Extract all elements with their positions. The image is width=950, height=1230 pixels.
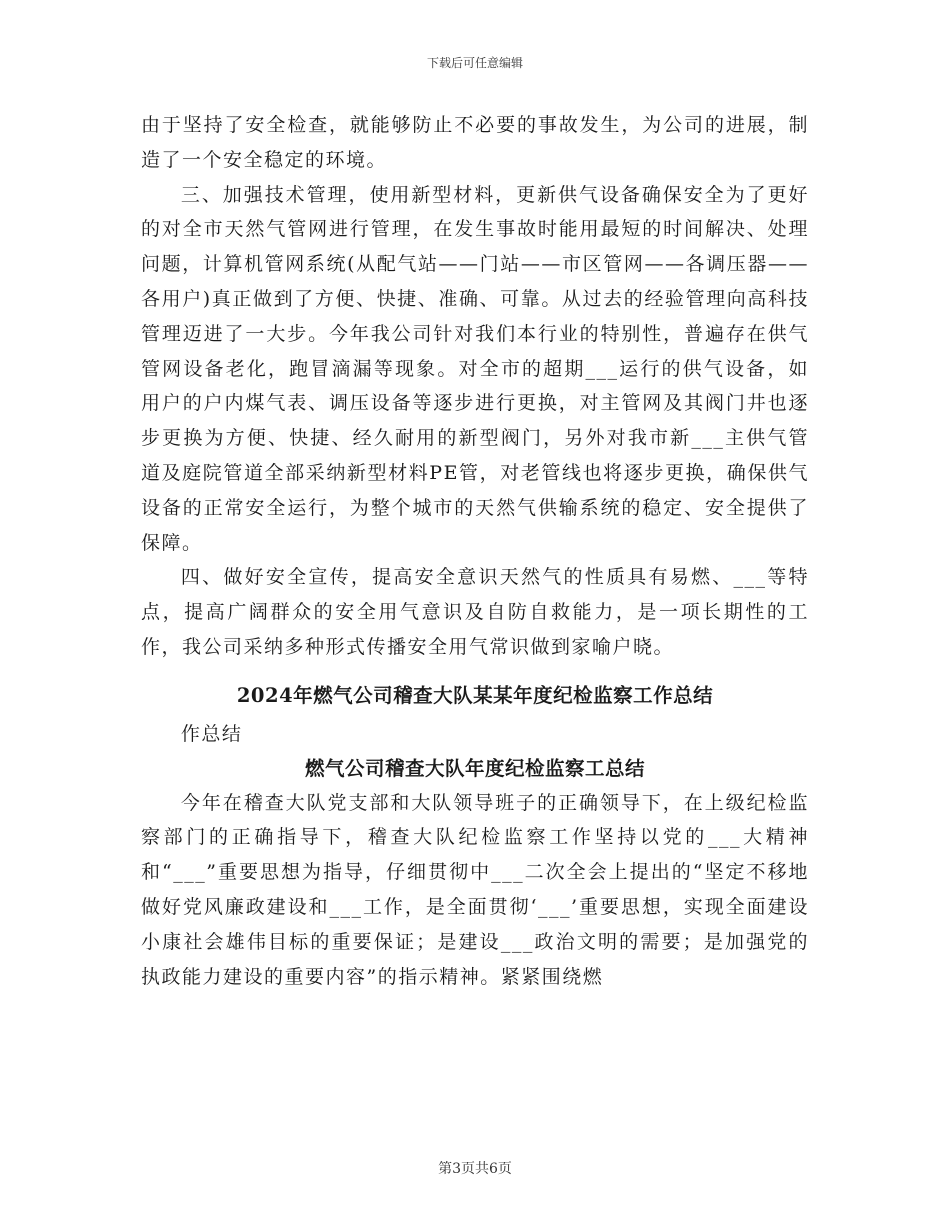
document-body [141,108,809,994]
document-title: 2024年燃气公司稽查大队某某年度纪检监察工作总结 [236,683,714,707]
paragraph-technical-management: 三、加强技术管理，使用新型材料，更新供气设备确保安全为了更好的对全市天然气管网进行管理，在发生事故时能用最短的时间解决、处理问题，计算机管网系统(从配气站——门站——市区管网——各调压器——各用户)真正做到了方便、快捷、准确、可靠。从过去的经验管理向高科技管理迈进了一大步。今年我公司针对我们本行业的特别性，普遍存在供气管网设备老化，跑冒滴漏等现象。对全市的超期___运行的供气设备，如用户的户内煤气表、调压设备等逐步进行更换，对主管网及其阀门井也逐步更换为方便、快捷、经久耐用的新型阀门，另外对我市新___主供气管道及庭院管道全部采纳新型材料PE管，对老管线也将逐步更换，确保供气设备的正常安全运行，为整个城市的天然气供输系统的稳定、安全提供了保障。 [141,183,809,554]
paragraph-fragment: 作总结 [180,722,243,745]
page-header: 下载后可任意编辑 [426,56,523,70]
section-subtitle: 燃气公司稽查大队年度纪检监察工总结 [304,756,645,780]
paragraph-safety-check: 由于坚持了安全检查，就能够防止不必要的事故发生，为公司的进展，制造了一个安全稳定的环境。 [141,114,809,171]
page-number: 第3页共6页 [438,1161,512,1177]
paragraph-annual-summary: 今年在稽查大队党支部和大队领导班子的正确领导下，在上级纪检监察部门的正确指导下，稽查大队纪检监察工作坚持以党的___大精神和“___”重要思想为指导，仔细贯彻中___二次全会上提出的“坚定不移地做好党风廉政建设和___工作，是全面贯彻‘___’重要思想，实现全面建设小康社会雄伟目标的重要保证；是建设___政治文明的需要；是加强党的执政能力建设的重要内容”的指示精神。紧紧围绕燃 [141,791,809,988]
paragraph-safety-publicity: 四、做好安全宣传，提高安全意识天然气的性质具有易燃、___等特点，提高广阔群众的安全用气意识及自防自救能力，是一项长期性的工作，我公司采纳多种形式传播安全用气常识做到家喻户晓。 [141,566,809,658]
